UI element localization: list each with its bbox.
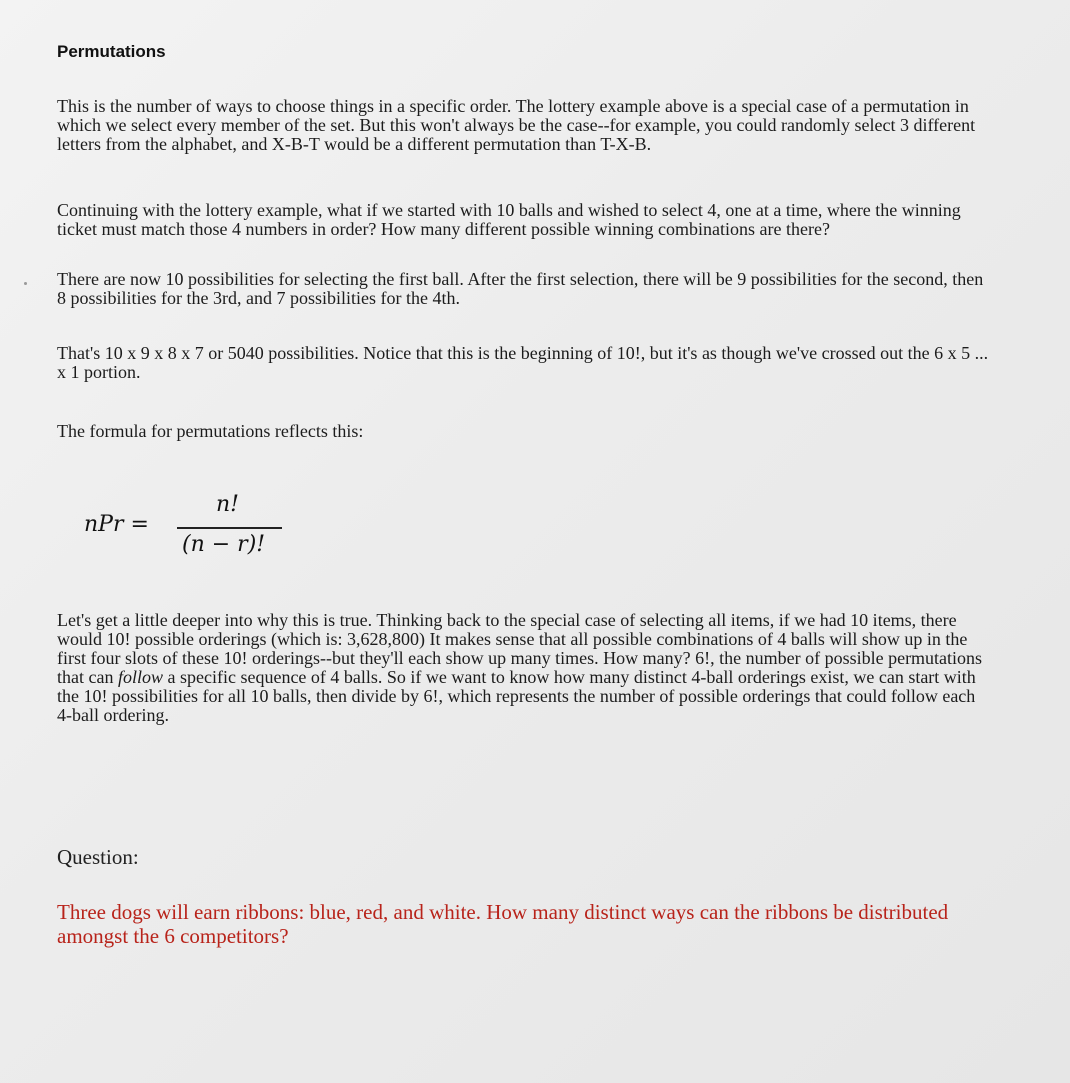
explanation-italic-word: follow: [117, 667, 163, 687]
formula-numerator: n!: [216, 492, 240, 517]
paragraph-formula-intro: The formula for permutations reflects this:: [57, 421, 364, 441]
explanation-text-start: Let's get a little deeper into why this is true. Thinking back to the special case of selecting all items, if we had 10 items, there would 10! possible orderings (which is: 3,628,800) It makes sense that all possible combinations of 4 balls will show up in the first four slots of these 10! orderings--but they'll each show up many times. How many? 6!, the number of possible permutations that can: [57, 610, 983, 687]
paragraph-product: That's 10 x 9 x 8 x 7 or 5040 possibilities. Notice that this is the beginning of 10!, but it's as though we've crossed out the 6 x 5 ... x 1 portion.: [57, 343, 989, 382]
fraction-bar: [177, 527, 282, 529]
paragraph-explanation: [57, 611, 992, 725]
margin-dot: [24, 282, 27, 285]
paragraph-lottery-question: Continuing with the lottery example, what if we started with 10 balls and wished to select 4, one at a time, where the winning ticket must match those 4 numbers in order? How many different possible winning combinations are there?: [57, 200, 961, 239]
paragraph-definition: This is the number of ways to choose things in a specific order. The lottery example above is a special case of a permutation in which we select every member of the set. But this won't always be the case--for example, you could randomly select 3 different letters from the alphabet, and X-B-T would be a different permutation than T-X-B.: [57, 96, 976, 154]
page-title: Permutations: [57, 42, 166, 61]
formula-denominator: (n − r)!: [182, 532, 266, 557]
formula-lhs: nPr =: [84, 512, 149, 537]
question-label: Question:: [57, 845, 139, 869]
question-text: Three dogs will earn ribbons: blue, red, and white. How many distinct ways can the ribbons be distributed amongst the 6 competitors?: [57, 900, 949, 948]
permutation-formula: [84, 492, 304, 572]
explanation-text-end: a specific sequence of 4 balls. So if we want to know how many distinct 4-ball orderings exist, we can start with the 10! possibilities for all 10 balls, then divide by 6!, which represents the number of possible orderings that could follow each 4-ball ordering.: [57, 667, 976, 725]
paragraph-possibilities: There are now 10 possibilities for selecting the first ball. After the first selection, there will be 9 possibilities for the second, then 8 possibilities for the 3rd, and 7 possibilities for the 4th.: [57, 269, 984, 308]
